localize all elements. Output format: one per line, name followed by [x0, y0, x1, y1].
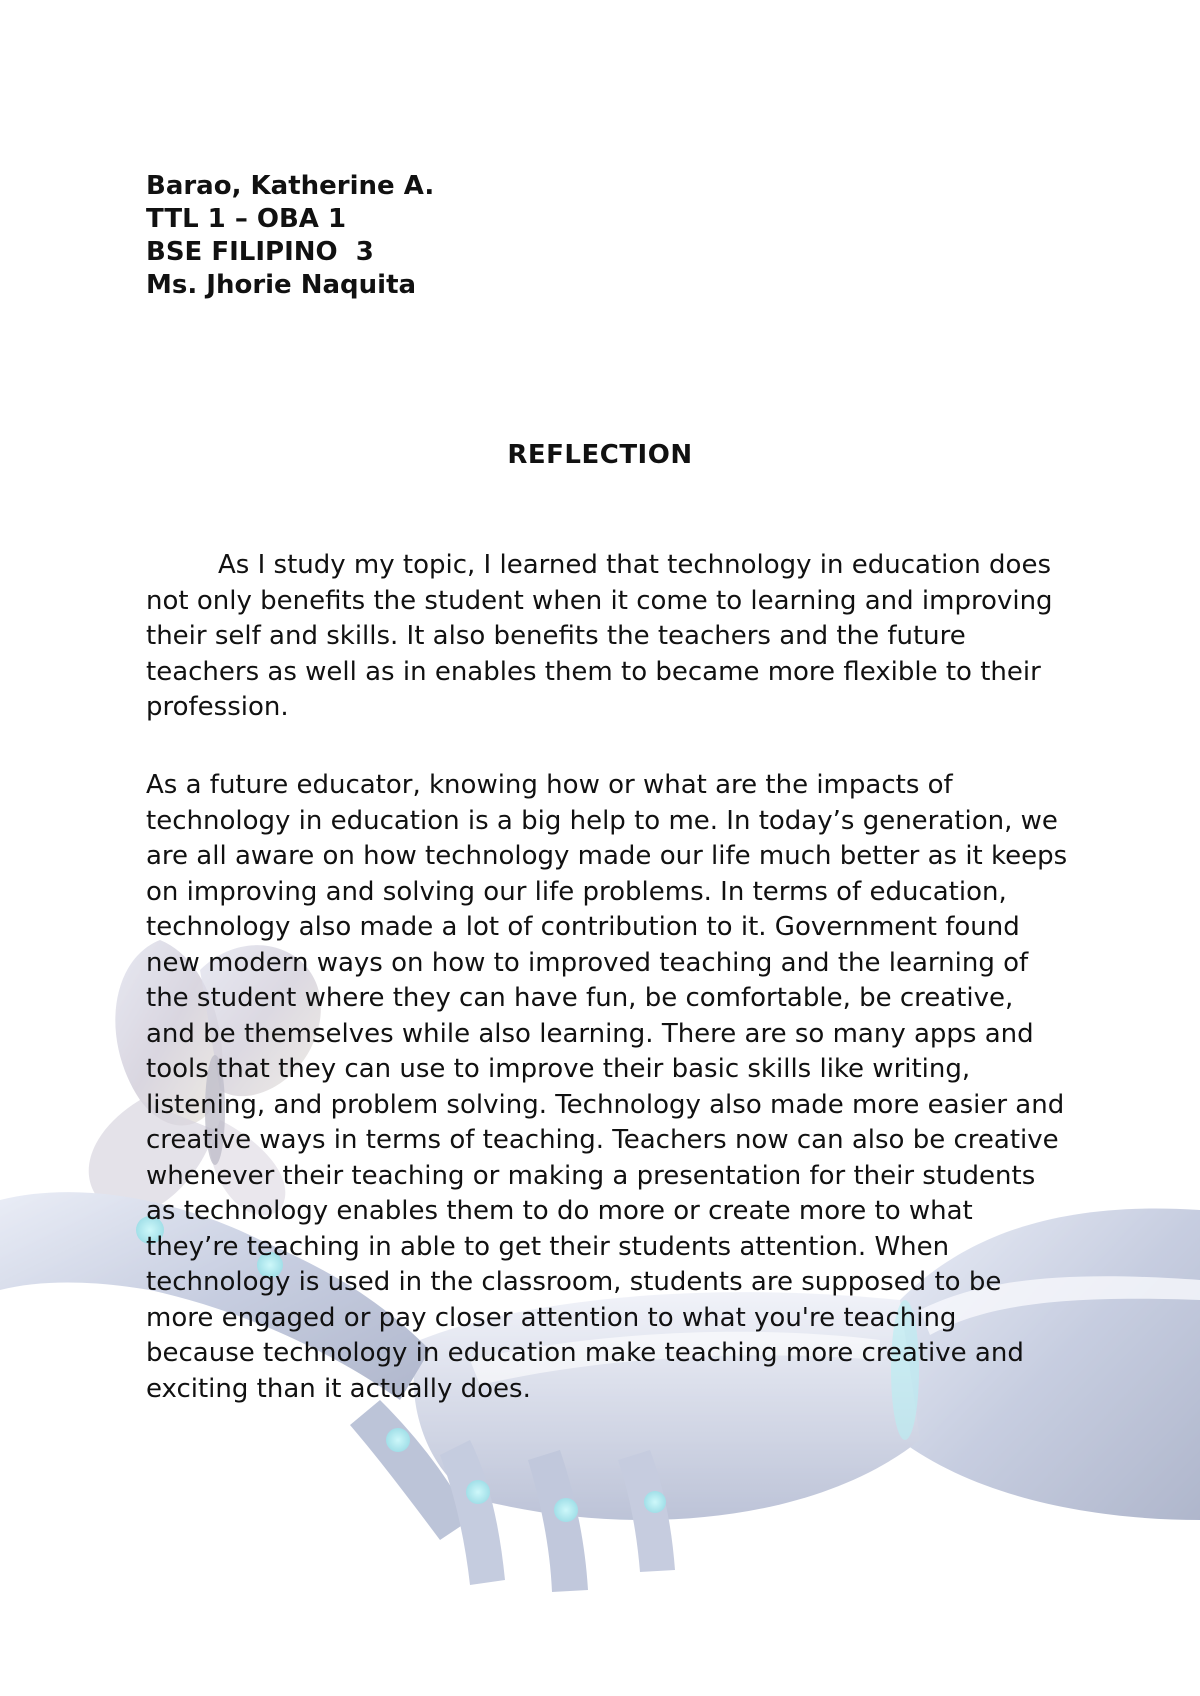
paragraph-2: As a future educator, knowing how or what are the impacts of technology in education is a big help to me. In today’s generation, we are all aware on how technology made our life much better as it keeps on improving and solving our life problems. In terms of education, technology also made a lot of contribution to it. Government found new modern ways on how to improved teaching and the learning of the student where they can have fun, be comfortable, be creative, and be themselves while also learning. There are so many apps and tools that they can use to improve their basic skills like writing, listening, and problem solving. Technology also made more easier and creative ways in terms of teaching. Teachers now can also be creative whenever their teaching or making a presentation for their students as technology enables them to do more or create more to what they’re teaching in able to get their students attention. When technology is used in the classroom, students are supposed to be more engaged or pay closer attention to what you're teaching because technology in education make teaching more creative and exciting than it actually does.	[146, 770, 1068, 1404]
course-code: TTL 1 – OBA 1	[146, 204, 347, 234]
instructor-name: Ms. Jhorie Naquita	[146, 270, 417, 300]
header-block	[146, 170, 1066, 302]
program: BSE FILIPINO 3	[146, 237, 374, 267]
student-name: Barao, Katherine A.	[146, 171, 435, 201]
paragraph-1: As I study my topic, I learned that technology in education does not only benefits the student when it come to learning and improving their self and skills. It also benefits the teachers and the future teachers as well as in enables them to became more flexible to their profession.	[146, 550, 1053, 722]
document-title: REFLECTION	[507, 440, 693, 470]
